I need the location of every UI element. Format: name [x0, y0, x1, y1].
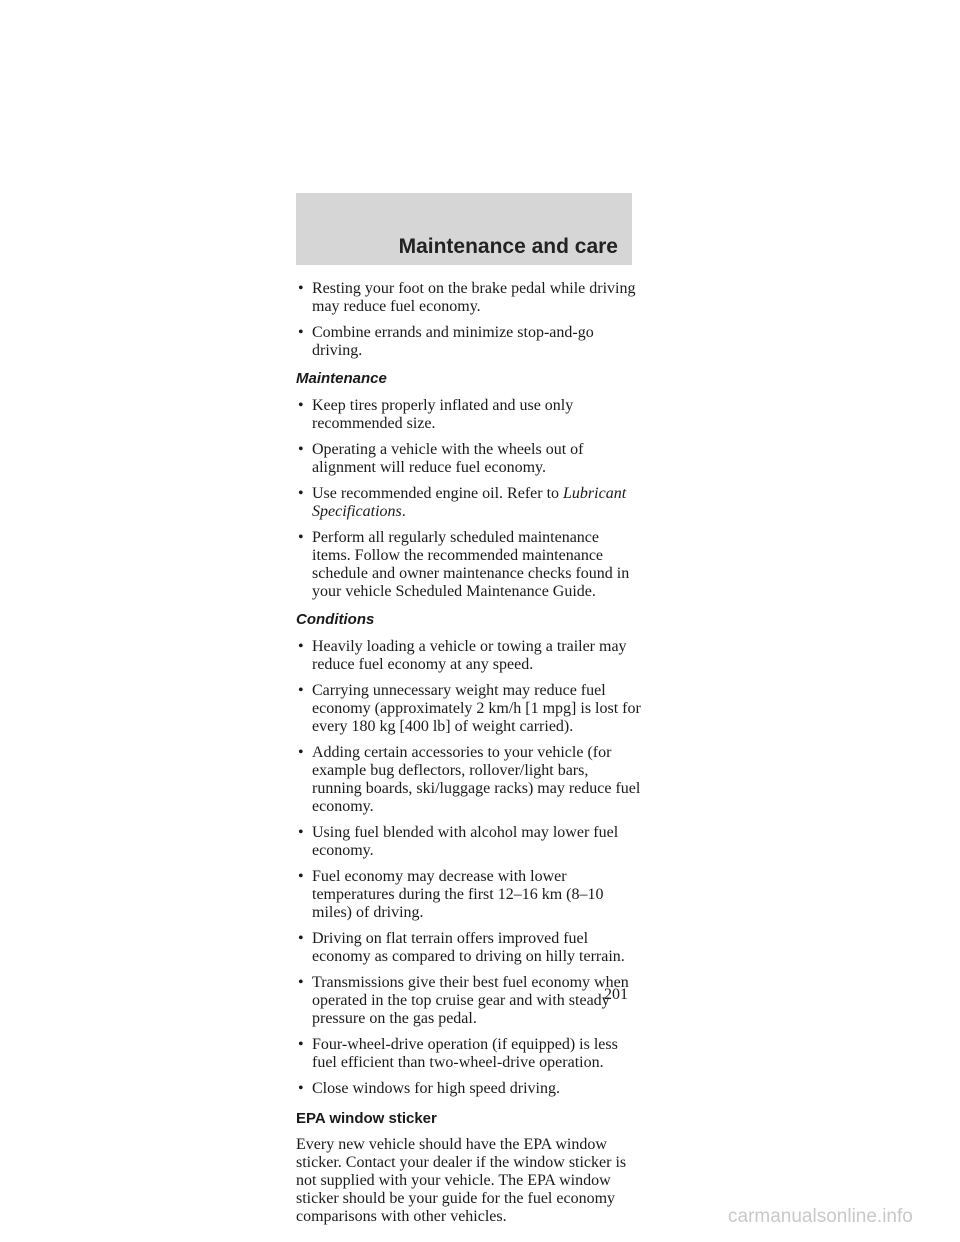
conditions-list	[296, 638, 641, 1098]
list-item: • Four-wheel-drive operation (if equipped) is less fuel efficient than two-wheel-drive operation.	[296, 1036, 641, 1072]
header-band	[296, 193, 632, 265]
lubricant-specifications-reference: Lubricant Specifications	[312, 485, 627, 520]
list-item: • Operating a vehicle with the wheels out of alignment will reduce fuel economy.	[296, 441, 641, 477]
watermark: carmanualsonline.info	[728, 1206, 913, 1227]
maintenance-list	[296, 397, 641, 601]
list-item: • Resting your foot on the brake pedal while driving may reduce fuel economy.	[296, 280, 641, 316]
list-item: • Close windows for high speed driving.	[296, 1080, 641, 1098]
section-title: Maintenance and care	[398, 235, 618, 258]
list-item: • Using fuel blended with alcohol may lower fuel economy.	[296, 824, 641, 860]
list-item: • Combine errands and minimize stop-and-go driving.	[296, 324, 641, 360]
maintenance-heading: Maintenance	[296, 370, 387, 387]
page-number: 201	[604, 986, 628, 1003]
list-item: • Carrying unnecessary weight may reduce fuel economy (approximately 2 km/h [1 mpg] is lost for every 180 kg [400 lb] of weight carried).	[296, 682, 641, 736]
oil-text: Use recommended engine oil. Refer to	[312, 485, 564, 502]
oil-end: .	[401, 503, 406, 520]
list-item: • Perform all regularly scheduled maintenance items. Follow the recommended maintenance schedule and owner maintenance checks found in your vehicle Scheduled Maintenance Guide.	[296, 529, 641, 601]
list-item: • Fuel economy may decrease with lower temperatures during the first 12–16 km (8–10 miles) of driving.	[296, 868, 641, 922]
list-item: • Transmissions give their best fuel economy when operated in the top cruise gear and with steady pressure on the gas pedal.	[296, 974, 641, 1028]
list-item	[296, 485, 641, 521]
epa-paragraph: Every new vehicle should have the EPA window sticker. Contact your dealer if the window sticker is not supplied with your vehicle. The EPA window sticker should be your guide for the fuel economy comparisons with other vehicles.	[296, 1136, 627, 1225]
page-content	[296, 280, 641, 1226]
intro-list	[296, 280, 641, 360]
list-item: • Heavily loading a vehicle or towing a trailer may reduce fuel economy at any speed.	[296, 638, 641, 674]
list-item: • Keep tires properly inflated and use only recommended size.	[296, 397, 641, 433]
list-item: • Driving on flat terrain offers improved fuel economy as compared to driving on hilly terrain.	[296, 930, 641, 966]
list-item: • Adding certain accessories to your vehicle (for example bug deflectors, rollover/light bars, running boards, ski/luggage racks) may reduce fuel economy.	[296, 744, 641, 816]
epa-heading: EPA window sticker	[296, 1110, 437, 1127]
conditions-heading: Conditions	[296, 611, 375, 628]
